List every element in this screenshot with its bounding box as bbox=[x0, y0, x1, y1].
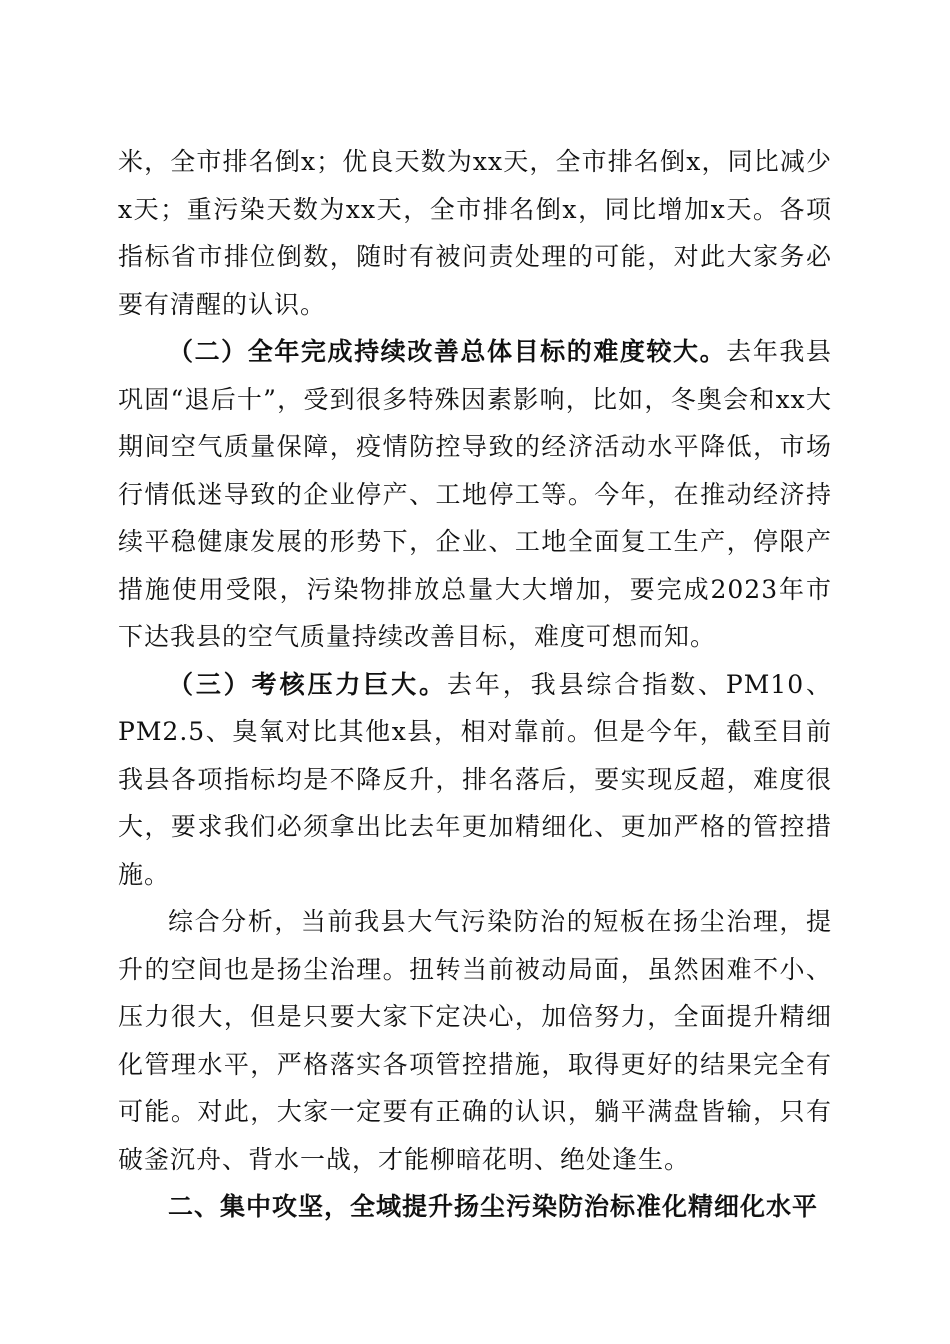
paragraph-text: 综合分析，当前我县大气污染防治的短板在扬尘治理，提升的空间也是扬尘治理。扭转当前被动局面，虽然困难不小、压力很大，但是只要大家下定决心，加倍努力，全面提升精细化管理水平，严格落实各项管控措施，取得更好的结果完全有可能。对此，大家一定要有正确的认识，躺平满盘皆输，只有破釜沉舟、背水一战，才能柳暗花明、绝处逢生。 bbox=[118, 907, 832, 1174]
paragraph-difficulty bbox=[118, 328, 832, 661]
paragraph-text: 去年我县巩固“退后十”，受到很多特殊因素影响，比如，冬奥会和xx大期间空气质量保障，疫情防控导致的经济活动水平降低，市场行情低迷导致的企业停产、工地停工等。今年，在推动经济持续平稳健康发展的形势下，企业、工地全面复工生产，停限产措施使用受限，污染物排放总量大大增加，要完成2023年市下达我县的空气质量持续改善目标，难度可想而知。 bbox=[118, 337, 832, 651]
paragraph-lead: （二）全年完成持续改善总体目标的难度较大。 bbox=[168, 337, 727, 366]
paragraph-text: 去年，我县综合指数、PM10、PM2.5、臭氧对比其他x县，相对靠前。但是今年，截至目前我县各项指标均是不降反升，排名落后，要实现反超，难度很大，要求我们必须拿出比去年更加精细化、更加严格的管控措施。 bbox=[118, 669, 832, 889]
paragraph-continuation bbox=[118, 138, 832, 328]
paragraph-lead: （三）考核压力巨大。 bbox=[168, 669, 447, 699]
section-heading: 二、集中攻坚，全域提升扬尘污染防治标准化精细化水平 bbox=[168, 1192, 819, 1221]
paragraph-assessment bbox=[118, 661, 832, 899]
document-page bbox=[118, 138, 832, 1231]
paragraph-analysis bbox=[118, 898, 832, 1183]
paragraph-text: 米，全市排名倒x；优良天数为xx天，全市排名倒x，同比减少x天；重污染天数为xx天，全市排名倒x，同比增加x天。各项指标省市排位倒数，随时有被问责处理的可能，对此大家务必要有清醒的认识。 bbox=[118, 147, 832, 319]
